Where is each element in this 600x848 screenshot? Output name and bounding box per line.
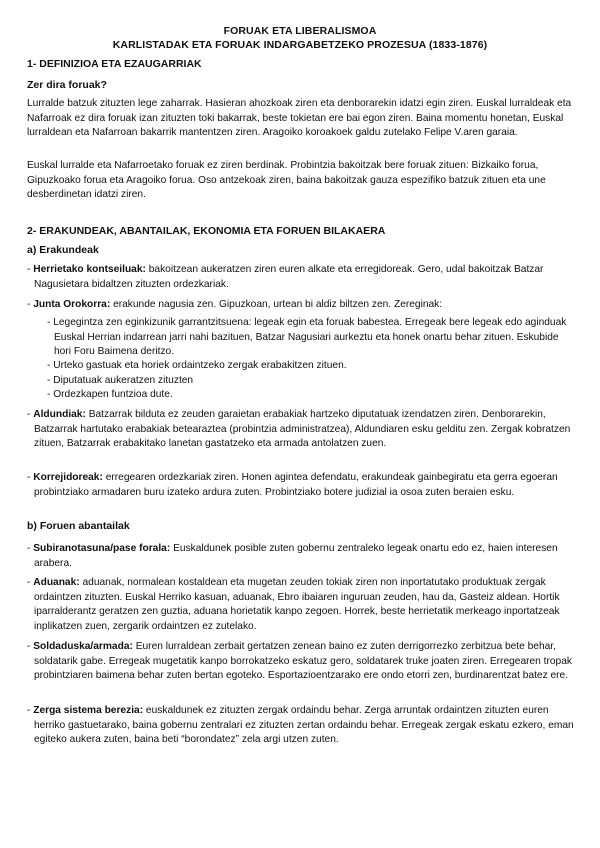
- term-subiranotasuna: Subiranotasuna/pase forala:: [33, 543, 171, 554]
- text-zerga: euskaldunek ez zituzten zergak ordaindu behar. Zerga arruntak ordaintzen zituzten euren herriko gastuetarako, baina gobernu zentralari ez zituzten zertan ordaindu behar. Erregeak zergak eskatu ezkero, eman egiteko aukera zuten, baina beti “borondatez” zela argi utzen zuten.: [34, 705, 574, 745]
- paragraph-1: Lurralde batzuk zituzten lege zaharrak. Hasieran ahozkoak ziren eta denborarekin idatzi egin ziren. Euskal lurraldeak eta Nafarroak ez dira foruak izan zituzten toki bakarrak, beste tokietan ere bai egon ziren. Baina momentu honetan, Euskal lurraldean eta Nafarroan bakarrik mantentzen ziren. Aragoiko koroakoek galdu zutelako Felipe V.aren garaia.: [27, 98, 572, 138]
- list-item-junta: - Junta Orokorra: erakunde nagusia zen. Gipuzkoan, urtean bi aldiz biltzen zen. Zereginak:: [27, 299, 443, 310]
- section-1-heading: 1- DEFINIZIOA ETA EZAUGARRIAK: [27, 58, 202, 70]
- text-korrejidoreak: erregearen ordezkariak ziren. Honen agintea defendatu, erakundeak gainbegiratu eta gerra egoeran probintziako armadaren buru izateko ardura zuten. Probintziako botere judizial ia osoa zuten beraien esku.: [34, 472, 558, 498]
- text-junta: erakunde nagusia zen. Gipuzkoan, urtean bi aldiz biltzen zen. Zereginak:: [110, 299, 443, 310]
- document-subtitle: KARLISTADAK ETA FORUAK INDARGABETZEKO PROZESUA (1833-1876): [112, 39, 488, 51]
- term-junta: Junta Orokorra:: [33, 299, 111, 310]
- term-herrietako: Herrietako kontseiluak:: [33, 264, 146, 275]
- text-aduanak: aduanak, normalean kostaldean eta mugetan zeuden tokiak ziren non inportatutako produktuak zergak ordaintzen zituzten. Euskal Herriko kasuan, aduanak, Ebro ibaiaren inguruan zeuden, hau da, Gasteiz aldean. Hortik iparralderantz geratzen zen guztia, aduana horietatik kanpo zegoen. Horrek, beste herrietatik merkeago inportatzeak inplikatzen zuen, zergarik ordaintzen ez zutelako.: [34, 577, 560, 632]
- term-korrejidoreak: Korrejidoreak:: [33, 472, 103, 483]
- subsection-b-heading: b) Foruen abantailak: [27, 520, 130, 532]
- junta-sub-item: - Diputatuak aukeratzen zituzten: [47, 375, 194, 386]
- term-soldaduska: Soldaduska/armada:: [33, 641, 133, 652]
- list-item-aduanak: - Aduanak: aduanak, normalean kostaldean eta mugetan zeuden tokiak ziren non inportatutako produktuak zergak ordaintzen zituzten. Euskal Herriko kasuan, aduanak, Ebro ibaiaren inguruan zeuden, hau da, Gasteiz aldean. Hortik iparralderantz geratzen zen guztia, aduana horietatik kanpo zegoen. Horrek, beste herrietatik merkeago inportatzeak inplikatzen zuen, zergarik ordaintzen ez zutelako.: [27, 577, 560, 632]
- junta-sub-item: - Urteko gastuak eta horiek ordaintzeko zergak erabakitzen zituen.: [47, 360, 347, 371]
- list-item-subiranotasuna: - Subiranotasuna/pase forala: Euskaldunek posible zuten gobernu zentraleko legeak onartu edo ez, haien interesen arabera.: [27, 543, 558, 569]
- paragraph-2: Euskal lurralde eta Nafarroetako foruak ez ziren berdinak. Probintzia bakoitzak bere foruak zituen: Bizkaiko forua, Gipuzkoako forua eta Aragoiko forua. Oso antzekoak ziren, baina bakoitzak gauza espezifiko batzuk zituen eta une desberdinetan idatzi ziren.: [27, 160, 546, 200]
- term-zerga: Zerga sistema berezia:: [33, 705, 144, 716]
- list-item-korrejidoreak: - Korrejidoreak: erregearen ordezkariak ziren. Honen agintea defendatu, erakundeak gainbegiratu eta gerra egoeran probintziako armadaren buru izateko ardura zuten. Probintziako botere judizial ia osoa zuten beraien esku.: [27, 472, 558, 498]
- list-item-soldaduska: - Soldaduska/armada: Euren lurraldean zerbait gertatzen zenean baino ez zuten derrigorrezko zerbitzua bete behar, soldatarik gabe. Erregeak mugetatik kanpo borrokatzeko eskatuz gero, soldatarek truke joaten ziren. Erregearen tropak probintziaren baimena behar zuten bertan egoteko. Esportazioentzarako ere ondo etorri zen, burdinarentzat batez ere.: [27, 641, 572, 681]
- document-title: FORUAK ETA LIBERALISMOA: [223, 25, 377, 37]
- junta-sub-item: - Ordezkapen funtzioa dute.: [47, 389, 173, 400]
- text-subiranotasuna: Euskaldunek posible zuten gobernu zentraleko legeak onartu edo ez, haien interesen arabera.: [34, 543, 558, 569]
- section-2-heading: 2- ERAKUNDEAK, ABANTAILAK, EKONOMIA ETA FORUEN BILAKAERA: [27, 225, 386, 237]
- term-aldundiak: Aldundiak:: [33, 409, 86, 420]
- question-heading: Zer dira foruak?: [27, 79, 107, 91]
- text-soldaduska: Euren lurraldean zerbait gertatzen zenean baino ez zuten derrigorrezko zerbitzua bete behar, soldatarik gabe. Erregeak mugetatik kanpo borrokatzeko eskatuz gero, soldatarek truke joaten ziren. Erregearen tropak probintziaren baimena behar zuten bertan egoteko. Esportazioentzarako ere ondo etorri zen, burdinarentzat batez ere.: [34, 641, 572, 681]
- subsection-a-heading: a) Erakundeak: [27, 244, 99, 256]
- list-item-aldundiak: - Aldundiak: Batzarrak bilduta ez zeuden garaietan erabakiak hartzeko diputatuak izendatzen ziren. Denborarekin, Batzarrak hartutako erabakiak betearaztea (probintzia administratzea), Aldundiaren esku gelditu zen. Zergak kobratzen zituen, Batzarrak erabakitako lanetan gastatzeko eta armada antolatzen zuen.: [27, 409, 571, 449]
- list-item-zerga: - Zerga sistema berezia: euskaldunek ez zituzten zergak ordaindu behar. Zerga arruntak ordaintzen zituzten euren herriko gastuetarako, baina gobernu zentralari ez zituzten zertan ordaindu behar. Erregeak zergak eskatu ezkero, eman egiteko aukera zuten, baina beti “borondatez” zela argi utzen zuten.: [27, 705, 574, 745]
- text-herrietako: bakoitzean aukeratzen ziren euren alkate eta erregidoreak. Gero, udal bakoitzak Batzar Nagusietara bidaltzen zituzten ordezkariak.: [34, 264, 544, 290]
- list-item-herrietako: - Herrietako kontseiluak: bakoitzean aukeratzen ziren euren alkate eta erregidoreak. Gero, udal bakoitzak Batzar Nagusietara bidaltzen zituzten ordezkariak.: [27, 264, 544, 290]
- junta-sub-item: - Legegintza zen eginkizunik garrantzitsuena: legeak egin eta foruak babestea. Erregeak bere legeak edo aginduak Euskal Herrian indarrean jarri nahi bazituen, Batzar Nagusiari aurkeztu eta honek onartu behar zituen. Eskubide hori Foru Baimena deritzo.: [47, 317, 567, 357]
- term-aduanak: Aduanak:: [33, 577, 80, 588]
- text-aldundiak: Batzarrak bilduta ez zeuden garaietan erabakiak hartzeko diputatuak izendatzen ziren. Denborarekin, Batzarrak hartutako erabakiak betearaztea (probintzia administratzea), Aldundiaren esku gelditu zen. Zergak kobratzen zituen, Batzarrak erabakitako lanetan gastatzeko eta armada antolatzen zuen.: [34, 409, 571, 449]
